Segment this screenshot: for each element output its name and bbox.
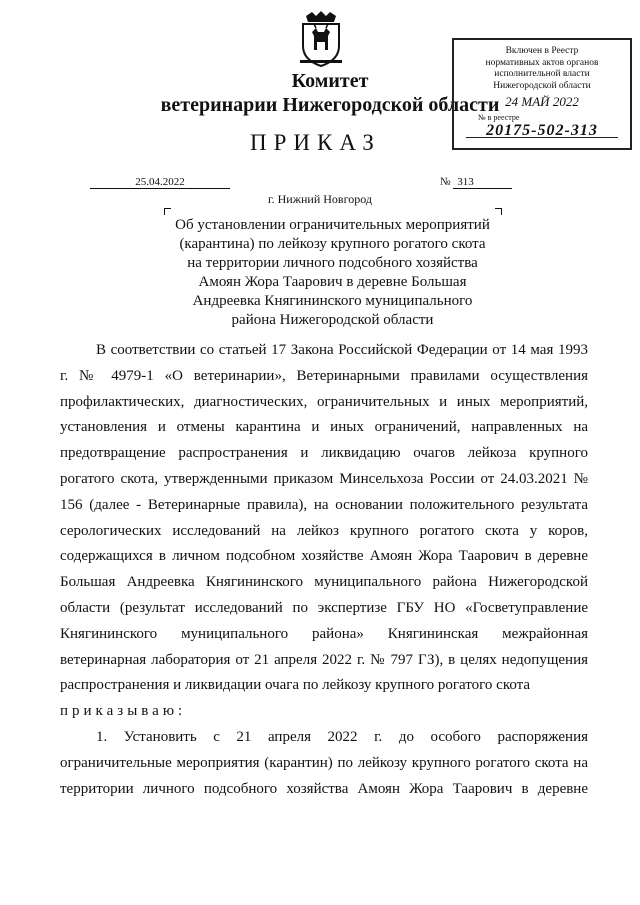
body-line: профилактических, диагностических, ограничительных и иных мероприятий,: [60, 393, 588, 410]
order-number-field: [440, 176, 512, 189]
stamp-registry-number: 20175-502-313: [486, 122, 598, 139]
stamp-line: исполнительной власти: [494, 69, 590, 79]
body-line: Большая Андреевка Княгининского муниципального района Нижегородской: [60, 574, 588, 591]
body-line: предотвращение распространения и ликвидацию очагов лейкоза крупного: [60, 445, 588, 462]
order-body-text: [60, 338, 588, 802]
body-line: ограничительные мероприятия (карантин) по лейкозу крупного рогатого скота на: [60, 754, 588, 771]
stamp-registry-label: № в реестре: [478, 112, 520, 122]
body-line: области (результат исследований по экспертизе ГБУ НО «Госветуправление: [60, 599, 588, 616]
subject-line: (карантина) по лейкозу крупного рогатого скота: [179, 236, 486, 252]
body-line: территории личного подсобного хозяйства Амоян Жора Таарович в деревне: [60, 780, 588, 797]
subject-line: на территории личного подсобного хозяйства: [187, 255, 478, 271]
subject-line: Об установлении ограничительных мероприятий: [175, 217, 490, 233]
subject-corner-left: [164, 208, 171, 215]
org-title-line1: Комитет: [291, 70, 369, 92]
order-number: 313: [453, 176, 512, 189]
coat-of-arms-emblem: [298, 10, 344, 68]
body-line: установления и отмены карантина и иных ограничений, направленных на: [60, 419, 588, 436]
subject-line: Амоян Жора Таарович в деревне Большая: [198, 274, 467, 290]
order-date: 25.04.2022: [90, 176, 230, 189]
order-number-label: №: [440, 176, 451, 188]
stamp-line: нормативных актов органов: [485, 57, 599, 68]
document-type-title: ПРИКАЗ: [250, 130, 381, 155]
stamp-date: 24 МАЙ 2022: [505, 94, 579, 109]
body-line: Княгининского муниципального района» Княгининская межрайонная: [60, 625, 588, 642]
body-line: 1. Установить с 21 апреля 2022 г. до особого распоряжения: [96, 728, 588, 745]
subject-corner-right: [495, 208, 502, 215]
subject-line: Андреевка Княгининского муниципального: [192, 293, 473, 309]
body-line: содержащихся в личном подсобном хозяйстве Амоян Жора Таарович в деревне: [60, 548, 588, 565]
stamp-line: Нижегородской области: [493, 80, 591, 91]
body-line: 156 (далее - Ветеринарные правила), на основании положительного результата: [60, 496, 588, 513]
subject-line: района Нижегородской области: [231, 312, 434, 328]
order-subject: [160, 216, 505, 330]
body-line: В соответствии со статьей 17 Закона Российской Федерации от 14 мая 1993: [96, 342, 588, 358]
city-line: г. Нижний Новгород: [268, 192, 372, 206]
stamp-line: Включен в Реестр: [505, 46, 579, 56]
body-line: ветеринарная лаборатория от 21 апреля 2022 г. № 797 ГЗ), в целях недопущения: [60, 651, 588, 668]
body-line: серологических исследований на лейкоз крупного рогатого скота у коров,: [60, 522, 588, 539]
body-line: рогатого скота, утвержденными приказом Минсельхоза России от 24.03.2021 №: [60, 470, 588, 487]
registry-stamp: [452, 38, 632, 150]
body-line: распространения и ликвидации очага по лейкозу крупного рогатого скота: [60, 677, 531, 694]
org-title-line2: ветеринарии Нижегородской области: [160, 94, 500, 116]
body-line: г. № 4979-1 «О ветеринарии», Ветеринарными правилами осуществления: [60, 367, 588, 384]
order-directive: приказываю:: [60, 703, 187, 720]
